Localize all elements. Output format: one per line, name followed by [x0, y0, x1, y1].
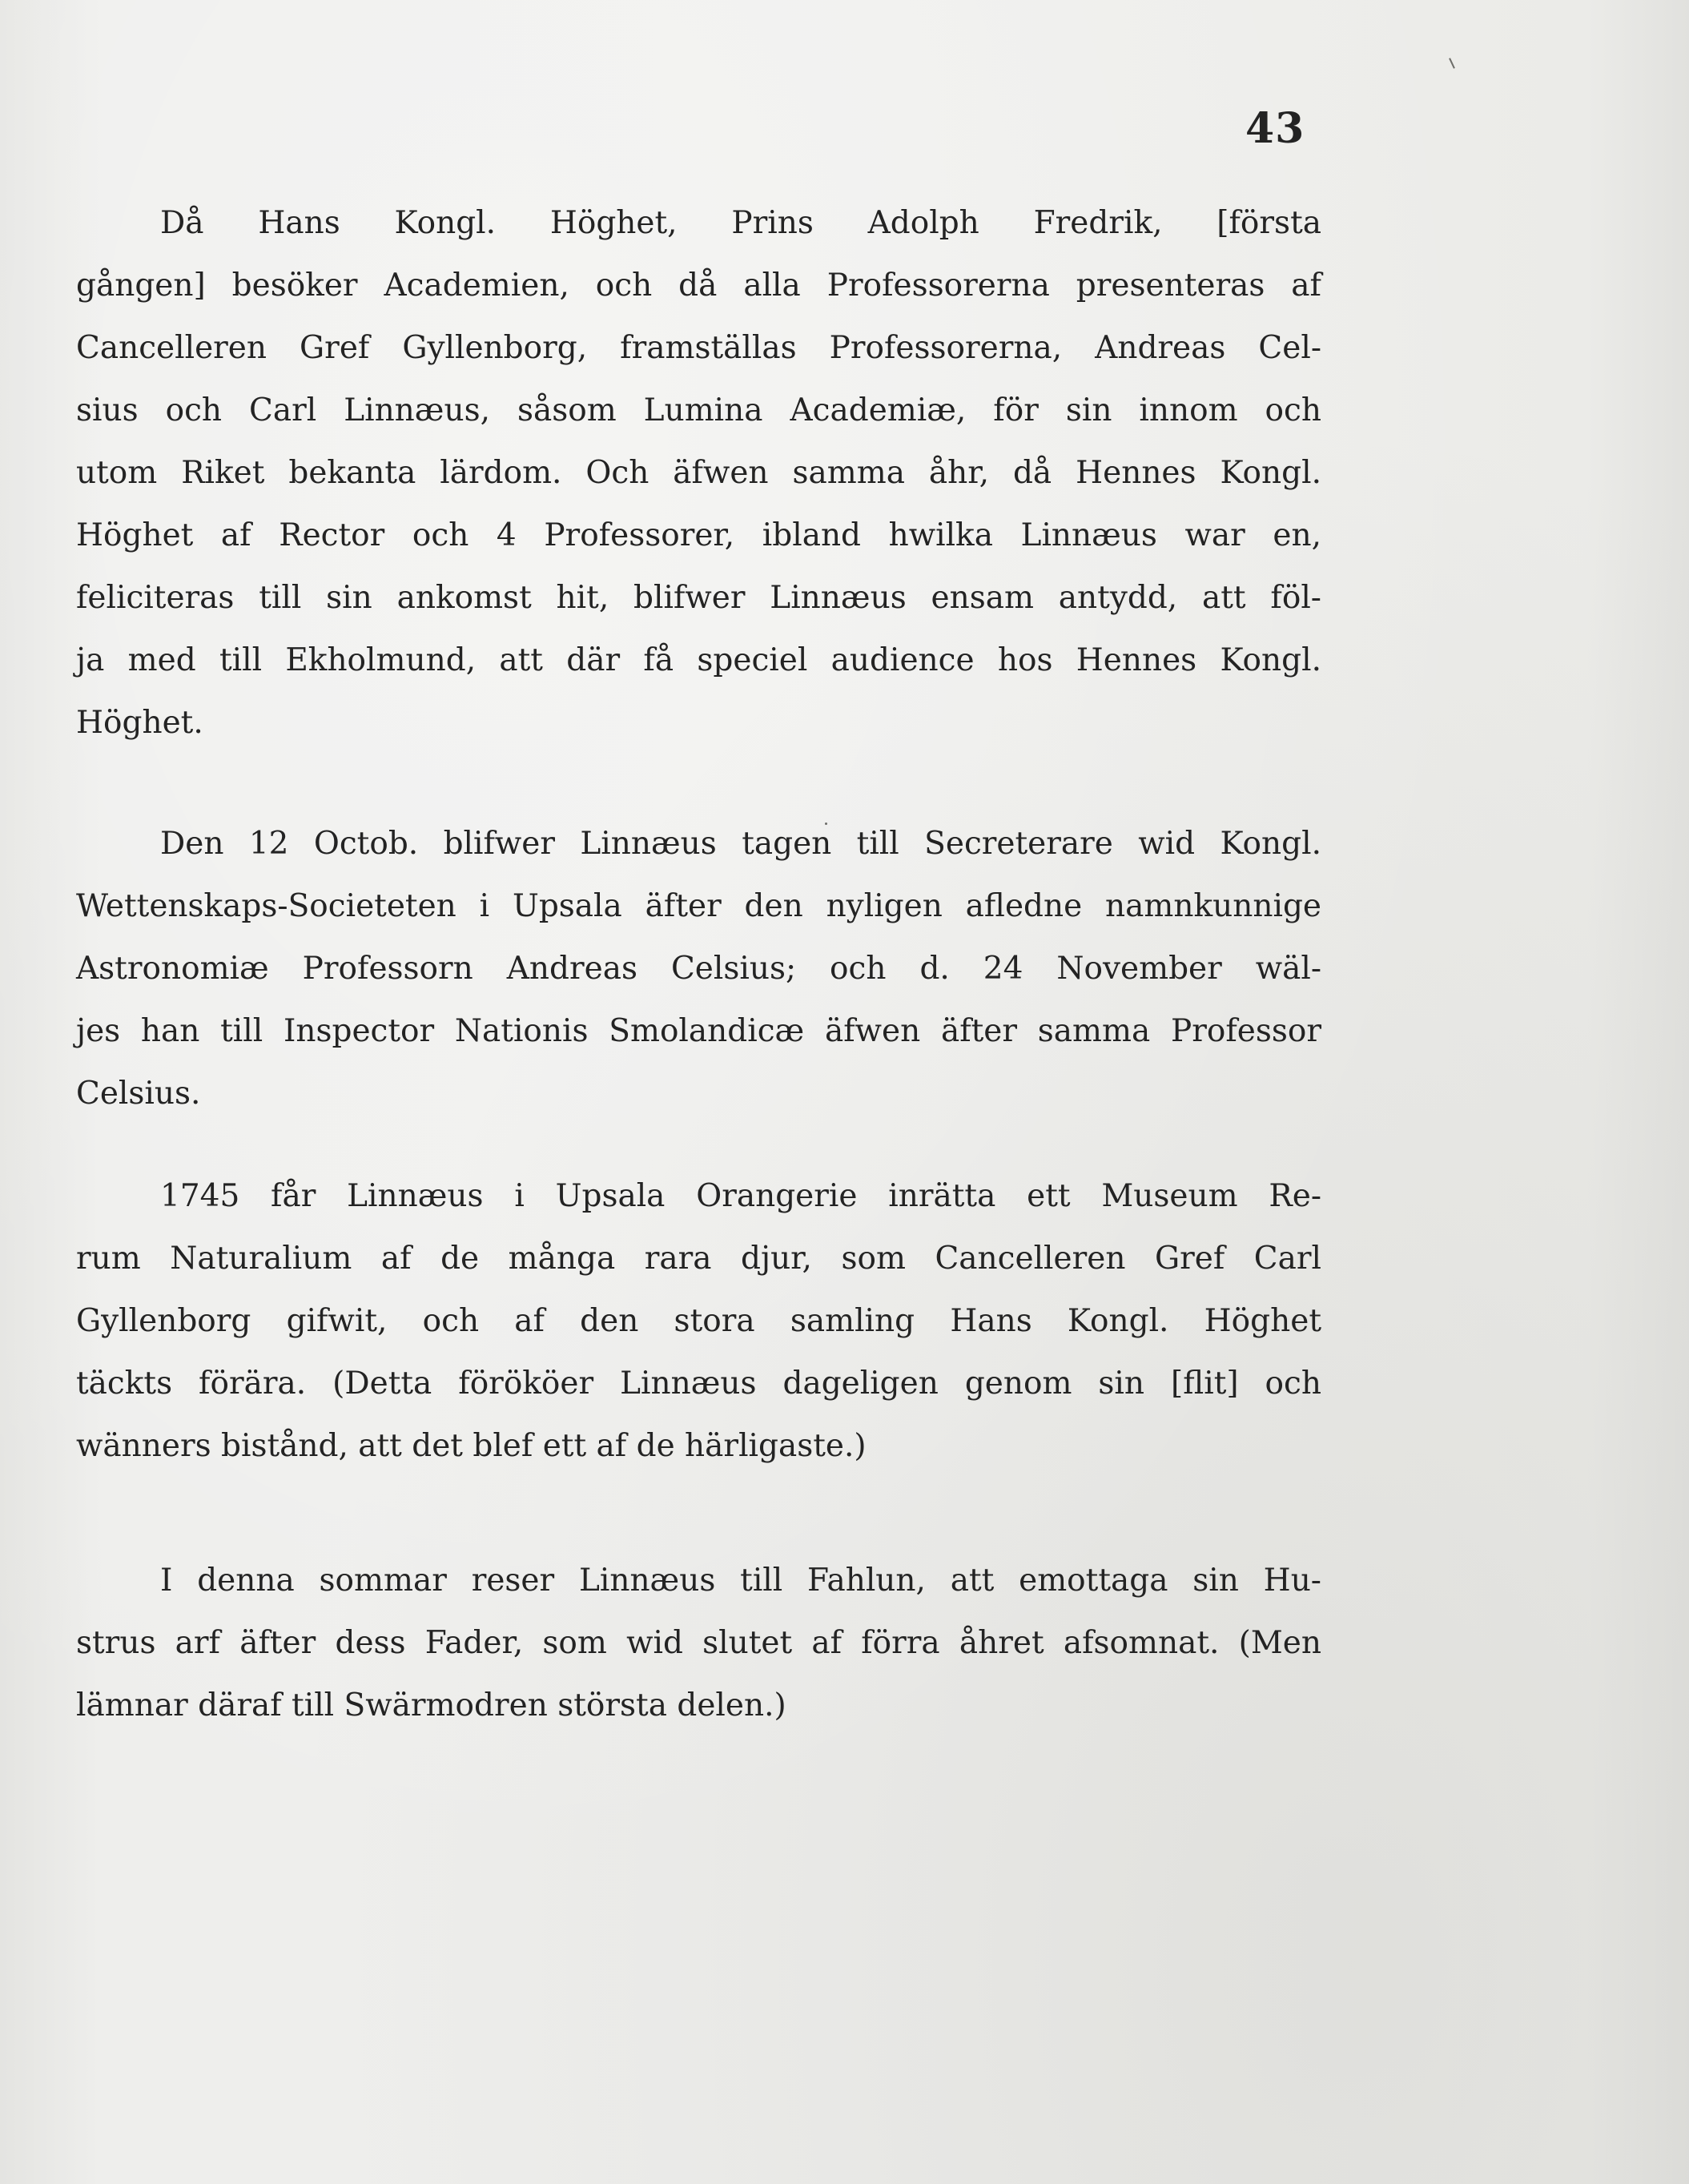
- text-line: täckts förära. (Detta förököer Linnæus dageligen genom sin [flit] och: [76, 1366, 1321, 1402]
- text-line: Astronomiæ Professorn Andreas Celsius; och d. 24 November wäl-: [76, 951, 1321, 987]
- text-line: wänners bistånd, att det blef ett af de härligaste.): [76, 1428, 867, 1464]
- text-line: Den 12 Octob. blifwer Linnæus tagen till Secreterare wid Kongl.: [160, 826, 1321, 862]
- paragraph-4: [76, 1550, 1321, 1737]
- text-line: Celsius.: [76, 1076, 201, 1112]
- text-line: I denna sommar reser Linnæus till Fahlun, att emottaga sin Hu-: [160, 1563, 1321, 1599]
- text-line: Då Hans Kongl. Höghet, Prins Adolph Fredrik, [första: [160, 205, 1321, 241]
- paragraph-3: [76, 1165, 1321, 1478]
- text-line: sius och Carl Linnæus, såsom Lumina Academiæ, för sin innom och: [76, 392, 1321, 428]
- text-line: Höghet.: [76, 705, 203, 741]
- text-line: Wettenskaps-Societeten i Upsala äfter den nyligen afledne namnkunnige: [76, 888, 1321, 924]
- text-line: Höghet af Rector och 4 Professorer, ibland hwilka Linnæus war en,: [76, 517, 1321, 553]
- text-line: Gyllenborg gifwit, och af den stora samling Hans Kongl. Höghet: [76, 1303, 1321, 1339]
- text-line: rum Naturalium af de många rara djur, som Cancelleren Gref Carl: [76, 1241, 1321, 1277]
- text-line: gången] besöker Academien, och då alla Professorerna presenteras af: [76, 267, 1321, 304]
- paper-speck: [825, 823, 827, 825]
- text-line: jes han till Inspector Nationis Smolandicæ äfwen äfter samma Professor: [76, 1013, 1321, 1049]
- text-line: lämnar däraf till Swärmodren största delen.): [76, 1687, 786, 1723]
- text-line: feliciteras till sin ankomst hit, blifwer Linnæus ensam antydd, att föl-: [76, 580, 1321, 616]
- paper-speck: [1449, 58, 1455, 69]
- text-line: Cancelleren Gref Gyllenborg, framställas Professorerna, Andreas Cel-: [76, 330, 1321, 366]
- page-number: 43: [1245, 104, 1305, 153]
- text-line: 1745 får Linnæus i Upsala Orangerie inrätta ett Museum Re-: [160, 1178, 1321, 1214]
- paragraph-2: [76, 813, 1321, 1125]
- text-line: strus arf äfter dess Fader, som wid slutet af förra åhret afsomnat. (Men: [76, 1625, 1321, 1661]
- text-line: ja med till Ekholmund, att där få speciel audience hos Hennes Kongl.: [76, 642, 1321, 678]
- paragraph-1: [76, 192, 1321, 754]
- text-line: utom Riket bekanta lärdom. Och äfwen samma åhr, då Hennes Kongl.: [76, 455, 1321, 491]
